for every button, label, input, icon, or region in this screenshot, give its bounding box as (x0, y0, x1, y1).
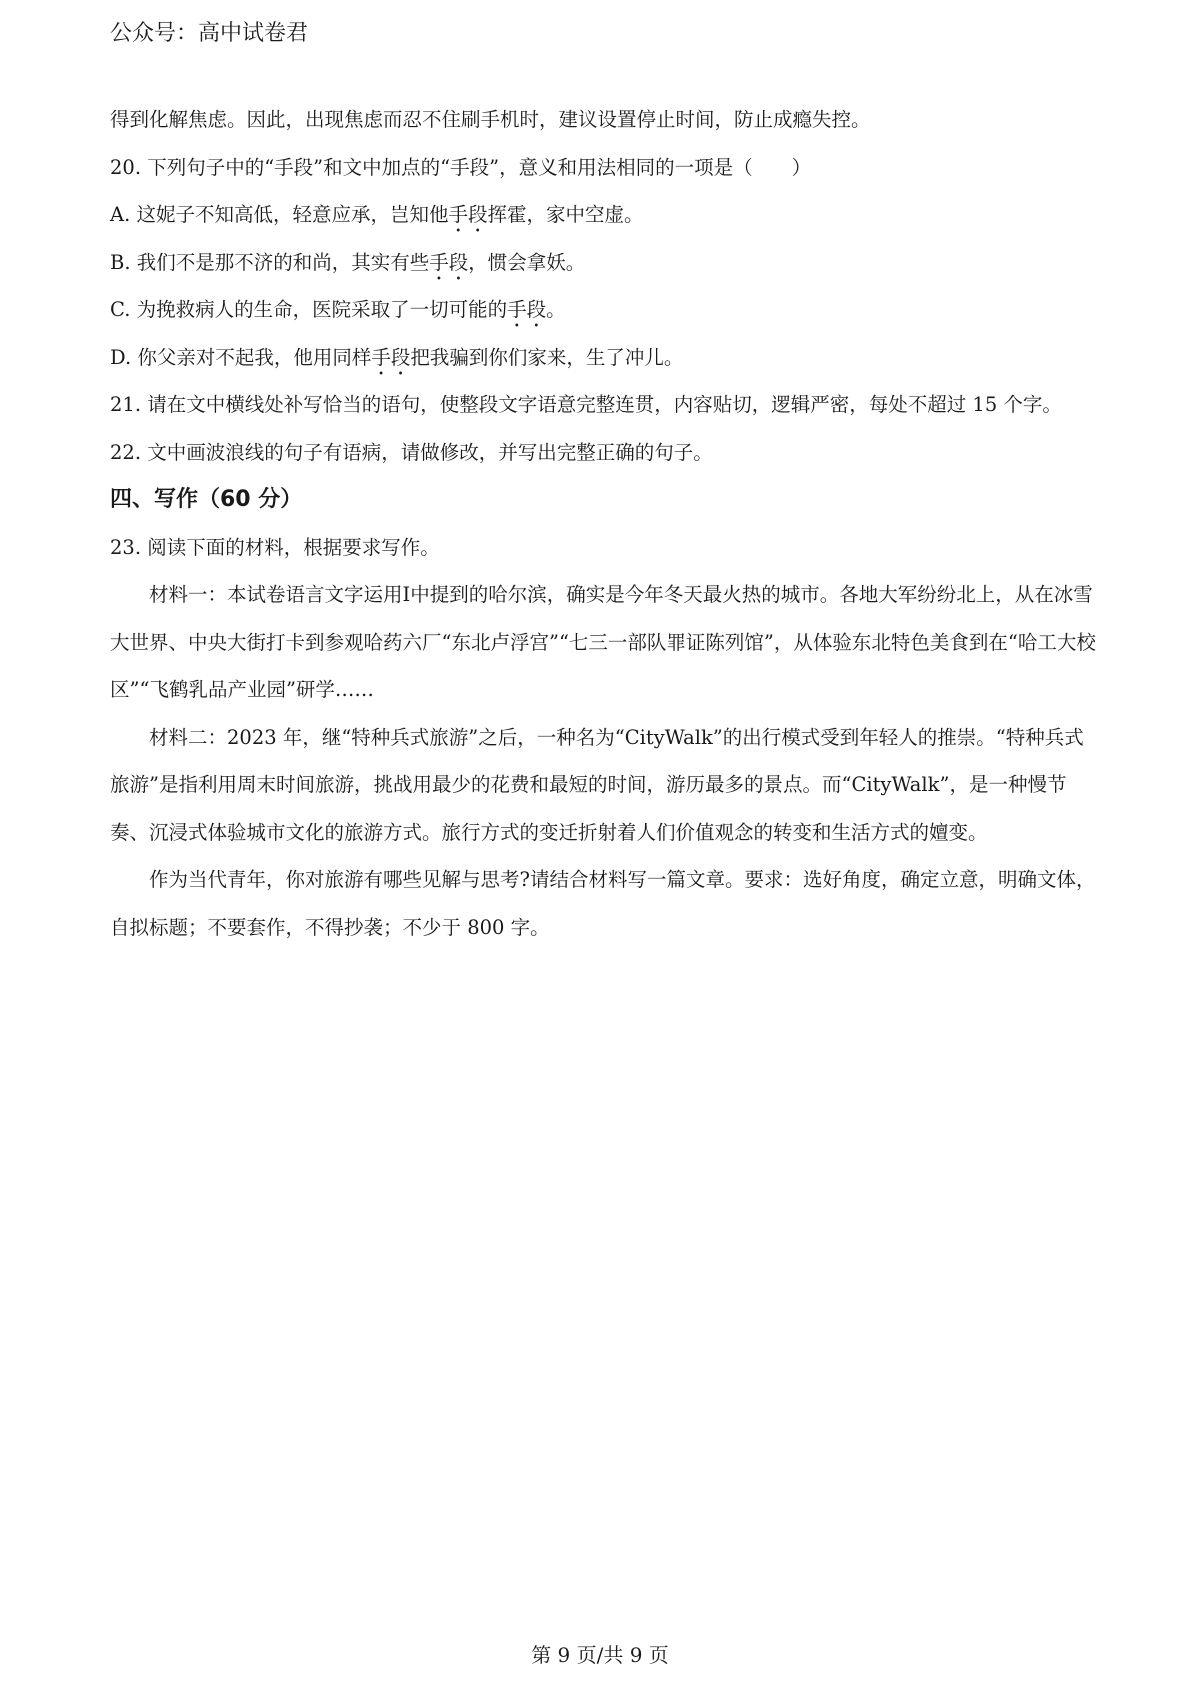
option-c-dotted-word: 手段 (507, 298, 547, 321)
question-20-option-a (110, 191, 1100, 239)
question-20-option-c (110, 286, 1100, 334)
option-c-after: 。 (546, 298, 566, 321)
paragraph-continuation: 得到化解焦虑。因此，出现焦虑而忍不住刷手机时，建议设置停止时间，防止成瘾失控。 (110, 108, 871, 131)
question-23: 23. 阅读下面的材料，根据要求写作。 (110, 535, 440, 559)
page-number: 第 9 页/共 9 页 (531, 1643, 669, 1667)
material-two: 材料二：2023 年，继“特种兵式旅游”之后，一种名为“CityWalk”的出行模式受到年轻人的推崇。“特种兵式旅游”是指利用周末时间旅游，挑战用最少的花费和最短的时间，游历最多的景点。而“CityWalk”，是一种慢节奏、沉浸式体验城市文化的旅游方式。旅行方式的变迁折射着人们价值观念的转变和生活方式的嬗变。 (110, 725, 1084, 844)
question-20-option-b (110, 239, 1100, 287)
option-a-after: 挥霍，家中空虚。 (487, 203, 644, 226)
question-20-stem: 20. 下列句子中的“手段”和文中加点的“手段”，意义和用法相同的一项是（ ） (110, 155, 812, 179)
option-d-dotted-word: 手段 (371, 345, 411, 369)
option-b-dotted-word: 手段 (429, 250, 469, 274)
document-body (110, 96, 1100, 951)
option-b-before: B. 我们不是那不济的和尚，其实有些 (110, 250, 430, 274)
option-a-dotted-word: 手段 (448, 203, 488, 226)
option-a-before: A. 这妮子不知高低，轻意应承，岂知他 (110, 203, 449, 226)
section-heading-writing: 四、写作（60 分） (110, 487, 303, 512)
option-b-after: ，惯会拿妖。 (468, 250, 586, 274)
material-one: 材料一：本试卷语言文字运用Ⅰ中提到的哈尔滨，确实是今年冬天最火热的城市。各地大军纷纷北上，从在冰雪大世界、中央大街打卡到参观哈药六厂“东北卢浮宫”“七三一部队罪证陈列馆”，从体验东北特色美食到在“哈工大校区”“飞鹤乳品产业园”研学…… (110, 583, 1096, 701)
option-d-after: 把我骗到你们家来，生了冲儿。 (410, 345, 684, 369)
option-c-before: C. 为挽救病人的生命，医院采取了一切可能的 (110, 298, 508, 321)
question-20-option-d (110, 334, 1100, 382)
option-d-before: D. 你父亲对不起我，他用同样 (110, 345, 372, 369)
question-22: 22. 文中画波浪线的句子有语病，请做修改，并写出完整正确的句子。 (110, 440, 713, 464)
header-source: 公众号：高中试卷君 (110, 21, 309, 46)
writing-requirement: 作为当代青年，你对旅游有哪些见解与思考?请结合材料写一篇文章。要求：选好角度，确定立意，明确文体，自拟标题；不要套作，不得抄袭；不少于 800 字。 (110, 868, 1096, 939)
question-21: 21. 请在文中横线处补写恰当的语句，使整段文字语意完整连贯，内容贴切，逻辑严密，每处不超过 15 个字。 (110, 393, 1062, 416)
